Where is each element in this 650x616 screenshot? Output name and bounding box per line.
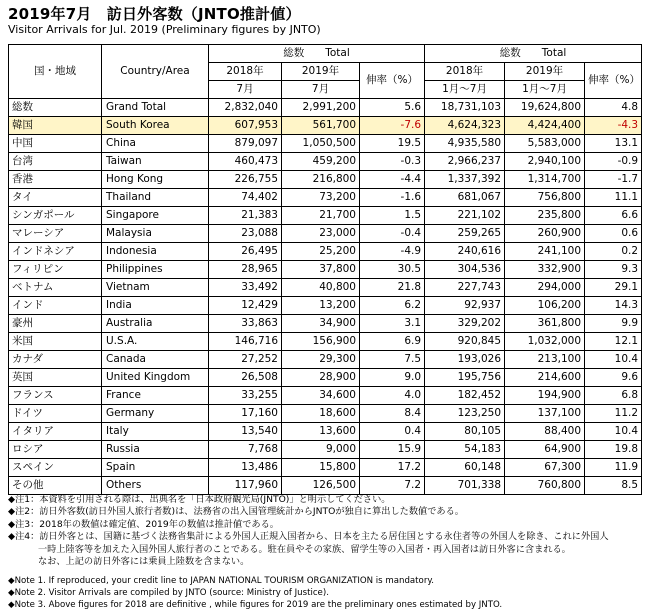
cell-g2: 14.3 xyxy=(585,297,642,315)
cell-jp: 米国 xyxy=(9,333,102,351)
cell-m19: 37,800 xyxy=(282,261,360,279)
cell-m19: 73,200 xyxy=(282,189,360,207)
cell-g2: 4.8 xyxy=(585,99,642,117)
cell-m18: 27,252 xyxy=(209,351,282,369)
cell-en: Grand Total xyxy=(102,99,209,117)
table-row xyxy=(9,441,642,459)
cell-m18: 2,832,040 xyxy=(209,99,282,117)
cell-jp: その他 xyxy=(9,477,102,495)
cell-y18: 4,935,580 xyxy=(425,135,505,153)
table-body xyxy=(9,99,642,495)
cell-g: 30.5 xyxy=(360,261,425,279)
cell-m18: 7,768 xyxy=(209,441,282,459)
table-row xyxy=(9,387,642,405)
cell-m19: 13,200 xyxy=(282,297,360,315)
cell-g: -7.6 xyxy=(360,117,425,135)
cell-en: Germany xyxy=(102,405,209,423)
note-jp-4-cont2: なお、上記の訪日外客には乗員上陸数を含まない。 xyxy=(38,556,250,568)
cell-m18: 13,486 xyxy=(209,459,282,477)
cell-m19: 156,900 xyxy=(282,333,360,351)
cell-m18: 226,755 xyxy=(209,171,282,189)
cell-g2: 9.3 xyxy=(585,261,642,279)
table-row xyxy=(9,279,642,297)
cell-m19: 561,700 xyxy=(282,117,360,135)
cell-en: U.S.A. xyxy=(102,333,209,351)
cell-y19: 194,900 xyxy=(505,387,585,405)
note-en-2: ◆Note 2. Visitor Arrivals are compiled by JNTO (source: Ministry of Justice). xyxy=(8,587,329,598)
note-jp-4: ◆注4：訪日外客とは、国籍に基づく法務省集計による外国人正規入国者から、日本を主たる居住国とする永住者等の外国人を除き、これに外国人 xyxy=(8,531,609,543)
header-2019-jul-year: 2019年 xyxy=(282,63,360,81)
cell-m19: 40,800 xyxy=(282,279,360,297)
cell-y19: 294,000 xyxy=(505,279,585,297)
cell-m19: 21,700 xyxy=(282,207,360,225)
cell-m18: 33,863 xyxy=(209,315,282,333)
cell-en: Singapore xyxy=(102,207,209,225)
cell-m19: 459,200 xyxy=(282,153,360,171)
cell-y19: 213,100 xyxy=(505,351,585,369)
note-en-3: ◆Note 3. Above figures for 2018 are definitive , while figures for 2019 are the preliminary ones estimated by JNTO. xyxy=(8,599,503,610)
notes-en xyxy=(8,576,502,611)
cell-y18: 123,250 xyxy=(425,405,505,423)
cell-g2: 12.1 xyxy=(585,333,642,351)
cell-y18: 182,452 xyxy=(425,387,505,405)
header-2018-jul-year: 2018年 xyxy=(209,63,282,81)
header-2018-jul-month: 7月 xyxy=(209,81,282,99)
cell-m18: 12,429 xyxy=(209,297,282,315)
cell-y18: 920,845 xyxy=(425,333,505,351)
header-2019-ytd-range: 1月～7月 xyxy=(505,81,585,99)
cell-g2: 11.2 xyxy=(585,405,642,423)
cell-g: 15.9 xyxy=(360,441,425,459)
cell-jp: 総数 xyxy=(9,99,102,117)
cell-y19: 4,424,400 xyxy=(505,117,585,135)
table-row xyxy=(9,225,642,243)
note-jp-4-cont: 一時上陸客等を加えた入国外国人旅行者のことである。駐在員やその家族、留学生等の入国者・再入国者は訪日外客に含まれる。 xyxy=(38,543,571,555)
cell-y19: 760,800 xyxy=(505,477,585,495)
cell-y19: 361,800 xyxy=(505,315,585,333)
cell-g: -0.4 xyxy=(360,225,425,243)
cell-g: 21.8 xyxy=(360,279,425,297)
cell-en: Others xyxy=(102,477,209,495)
cell-en: Thailand xyxy=(102,189,209,207)
cell-y19: 137,100 xyxy=(505,405,585,423)
cell-jp: フィリピン xyxy=(9,261,102,279)
cell-jp: イタリア xyxy=(9,423,102,441)
cell-en: India xyxy=(102,297,209,315)
cell-m18: 607,953 xyxy=(209,117,282,135)
cell-g2: 11.1 xyxy=(585,189,642,207)
cell-y19: 332,900 xyxy=(505,261,585,279)
cell-g2: 10.4 xyxy=(585,423,642,441)
cell-en: Italy xyxy=(102,423,209,441)
cell-y18: 2,966,237 xyxy=(425,153,505,171)
cell-g2: 8.5 xyxy=(585,477,642,495)
cell-g2: 9.9 xyxy=(585,315,642,333)
table-row xyxy=(9,243,642,261)
cell-g: 3.1 xyxy=(360,315,425,333)
header-growth-ytd: 伸率（%） xyxy=(585,63,642,99)
cell-m19: 13,600 xyxy=(282,423,360,441)
table-row xyxy=(9,333,642,351)
cell-g2: 6.6 xyxy=(585,207,642,225)
cell-g2: 10.4 xyxy=(585,351,642,369)
header-month-total: 総数 Total xyxy=(209,45,425,63)
cell-g: 0.4 xyxy=(360,423,425,441)
cell-y18: 4,624,323 xyxy=(425,117,505,135)
cell-y18: 701,338 xyxy=(425,477,505,495)
visitor-table xyxy=(8,44,642,495)
cell-y19: 260,900 xyxy=(505,225,585,243)
cell-y19: 106,200 xyxy=(505,297,585,315)
cell-en: Philippines xyxy=(102,261,209,279)
cell-m18: 460,473 xyxy=(209,153,282,171)
cell-m18: 13,540 xyxy=(209,423,282,441)
cell-m19: 216,800 xyxy=(282,171,360,189)
cell-m19: 28,900 xyxy=(282,369,360,387)
cell-g: 17.2 xyxy=(360,459,425,477)
cell-y18: 60,148 xyxy=(425,459,505,477)
header-region-en: Country/Area xyxy=(102,45,209,99)
cell-y18: 681,067 xyxy=(425,189,505,207)
page-subtitle: Visitor Arrivals for Jul. 2019 (Preliminary figures by JNTO) xyxy=(8,23,321,36)
cell-g2: 0.6 xyxy=(585,225,642,243)
cell-y18: 193,026 xyxy=(425,351,505,369)
cell-jp: 韓国 xyxy=(9,117,102,135)
cell-g: 1.5 xyxy=(360,207,425,225)
table-row xyxy=(9,459,642,477)
cell-jp: インド xyxy=(9,297,102,315)
header-2018-ytd-range: 1月～7月 xyxy=(425,81,505,99)
cell-en: Hong Kong xyxy=(102,171,209,189)
cell-y18: 227,743 xyxy=(425,279,505,297)
cell-m18: 26,508 xyxy=(209,369,282,387)
cell-g: 5.6 xyxy=(360,99,425,117)
cell-en: Canada xyxy=(102,351,209,369)
cell-g2: 29.1 xyxy=(585,279,642,297)
cell-y18: 54,183 xyxy=(425,441,505,459)
cell-jp: タイ xyxy=(9,189,102,207)
cell-y19: 19,624,800 xyxy=(505,99,585,117)
note-jp-3: ◆注3：2018年の数値は確定値、2019年の数値は推計値である。 xyxy=(8,518,279,530)
cell-g: 19.5 xyxy=(360,135,425,153)
cell-jp: カナダ xyxy=(9,351,102,369)
cell-g: 9.0 xyxy=(360,369,425,387)
cell-m19: 2,991,200 xyxy=(282,99,360,117)
table-row xyxy=(9,261,642,279)
cell-jp: シンガポール xyxy=(9,207,102,225)
cell-y19: 241,100 xyxy=(505,243,585,261)
cell-m19: 1,050,500 xyxy=(282,135,360,153)
notes-jp xyxy=(8,494,642,568)
note-jp-1: ◆注1：本資料を引用される際は、出典名を「日本政府観光局(JNTO)」と明示してください。 xyxy=(8,494,391,505)
cell-m19: 23,000 xyxy=(282,225,360,243)
cell-m19: 25,200 xyxy=(282,243,360,261)
header-growth: 伸率（%） xyxy=(360,63,425,99)
cell-y18: 18,731,103 xyxy=(425,99,505,117)
table-row xyxy=(9,315,642,333)
cell-y19: 64,900 xyxy=(505,441,585,459)
note-jp-2: ◆注2：訪日外客数(訪日外国人旅行者数)は、法務省の出入国管理統計からJNTOが独自に算出した数値である。 xyxy=(8,506,464,518)
cell-jp: ベトナム xyxy=(9,279,102,297)
table-row xyxy=(9,99,642,117)
cell-g: 8.4 xyxy=(360,405,425,423)
cell-g: 7.2 xyxy=(360,477,425,495)
cell-g2: -4.3 xyxy=(585,117,642,135)
cell-g2: 11.9 xyxy=(585,459,642,477)
header-2019-jul-month: 7月 xyxy=(282,81,360,99)
cell-y19: 5,583,000 xyxy=(505,135,585,153)
cell-en: South Korea xyxy=(102,117,209,135)
note-en-1: ◆Note 1. If reproduced, your credit line to JAPAN NATIONAL TOURISM ORGANIZATION is mandatory. xyxy=(8,576,434,586)
cell-g: 4.0 xyxy=(360,387,425,405)
cell-g: 6.9 xyxy=(360,333,425,351)
cell-m19: 126,500 xyxy=(282,477,360,495)
cell-m18: 28,965 xyxy=(209,261,282,279)
cell-g2: 0.2 xyxy=(585,243,642,261)
cell-y19: 67,300 xyxy=(505,459,585,477)
table-row xyxy=(9,189,642,207)
table-row xyxy=(9,153,642,171)
cell-y18: 80,105 xyxy=(425,423,505,441)
cell-jp: 香港 xyxy=(9,171,102,189)
cell-y18: 329,202 xyxy=(425,315,505,333)
header-region-jp: 国・地域 xyxy=(9,45,102,99)
cell-g: -0.3 xyxy=(360,153,425,171)
cell-m19: 29,300 xyxy=(282,351,360,369)
cell-g: -4.4 xyxy=(360,171,425,189)
table-row xyxy=(9,423,642,441)
cell-y19: 214,600 xyxy=(505,369,585,387)
cell-jp: 中国 xyxy=(9,135,102,153)
cell-m18: 26,495 xyxy=(209,243,282,261)
header-ytd-total: 総数 Total xyxy=(425,45,642,63)
table-row xyxy=(9,405,642,423)
cell-g2: 19.8 xyxy=(585,441,642,459)
cell-g2: 13.1 xyxy=(585,135,642,153)
cell-en: Australia xyxy=(102,315,209,333)
cell-m18: 146,716 xyxy=(209,333,282,351)
cell-y19: 1,032,000 xyxy=(505,333,585,351)
cell-jp: マレーシア xyxy=(9,225,102,243)
cell-m18: 74,402 xyxy=(209,189,282,207)
cell-g: -4.9 xyxy=(360,243,425,261)
cell-g2: -0.9 xyxy=(585,153,642,171)
cell-jp: 豪州 xyxy=(9,315,102,333)
cell-en: Malaysia xyxy=(102,225,209,243)
header-2018-ytd-year: 2018年 xyxy=(425,63,505,81)
cell-y18: 1,337,392 xyxy=(425,171,505,189)
cell-m18: 21,383 xyxy=(209,207,282,225)
cell-y18: 195,756 xyxy=(425,369,505,387)
cell-g2: 9.6 xyxy=(585,369,642,387)
cell-en: Indonesia xyxy=(102,243,209,261)
cell-en: United Kingdom xyxy=(102,369,209,387)
table-row xyxy=(9,297,642,315)
cell-jp: スペイン xyxy=(9,459,102,477)
cell-m19: 34,600 xyxy=(282,387,360,405)
cell-jp: ロシア xyxy=(9,441,102,459)
cell-y19: 235,800 xyxy=(505,207,585,225)
cell-g2: 6.8 xyxy=(585,387,642,405)
cell-m19: 34,900 xyxy=(282,315,360,333)
cell-y18: 240,616 xyxy=(425,243,505,261)
cell-en: Russia xyxy=(102,441,209,459)
cell-en: Vietnam xyxy=(102,279,209,297)
header-2019-ytd-year: 2019年 xyxy=(505,63,585,81)
cell-jp: インドネシア xyxy=(9,243,102,261)
table-row xyxy=(9,351,642,369)
cell-jp: ドイツ xyxy=(9,405,102,423)
table-row xyxy=(9,135,642,153)
cell-g: 7.5 xyxy=(360,351,425,369)
cell-m19: 9,000 xyxy=(282,441,360,459)
cell-m18: 33,492 xyxy=(209,279,282,297)
cell-jp: フランス xyxy=(9,387,102,405)
cell-g2: -1.7 xyxy=(585,171,642,189)
cell-jp: 英国 xyxy=(9,369,102,387)
cell-y18: 92,937 xyxy=(425,297,505,315)
cell-m18: 23,088 xyxy=(209,225,282,243)
cell-en: Taiwan xyxy=(102,153,209,171)
cell-y19: 2,940,100 xyxy=(505,153,585,171)
table-row xyxy=(9,117,642,135)
cell-m18: 879,097 xyxy=(209,135,282,153)
cell-m18: 17,160 xyxy=(209,405,282,423)
cell-en: China xyxy=(102,135,209,153)
cell-y19: 88,400 xyxy=(505,423,585,441)
cell-m19: 15,800 xyxy=(282,459,360,477)
cell-g: -1.6 xyxy=(360,189,425,207)
page-title: 2019年7月 訪日外客数（JNTO推計値） xyxy=(8,5,301,23)
cell-en: France xyxy=(102,387,209,405)
cell-y19: 756,800 xyxy=(505,189,585,207)
cell-m18: 117,960 xyxy=(209,477,282,495)
table-row xyxy=(9,477,642,495)
cell-m19: 18,600 xyxy=(282,405,360,423)
table-row xyxy=(9,369,642,387)
cell-jp: 台湾 xyxy=(9,153,102,171)
cell-m18: 33,255 xyxy=(209,387,282,405)
cell-y18: 259,265 xyxy=(425,225,505,243)
cell-y19: 1,314,700 xyxy=(505,171,585,189)
table-row xyxy=(9,171,642,189)
table-row xyxy=(9,207,642,225)
cell-en: Spain xyxy=(102,459,209,477)
cell-g: 6.2 xyxy=(360,297,425,315)
cell-y18: 304,536 xyxy=(425,261,505,279)
cell-y18: 221,102 xyxy=(425,207,505,225)
